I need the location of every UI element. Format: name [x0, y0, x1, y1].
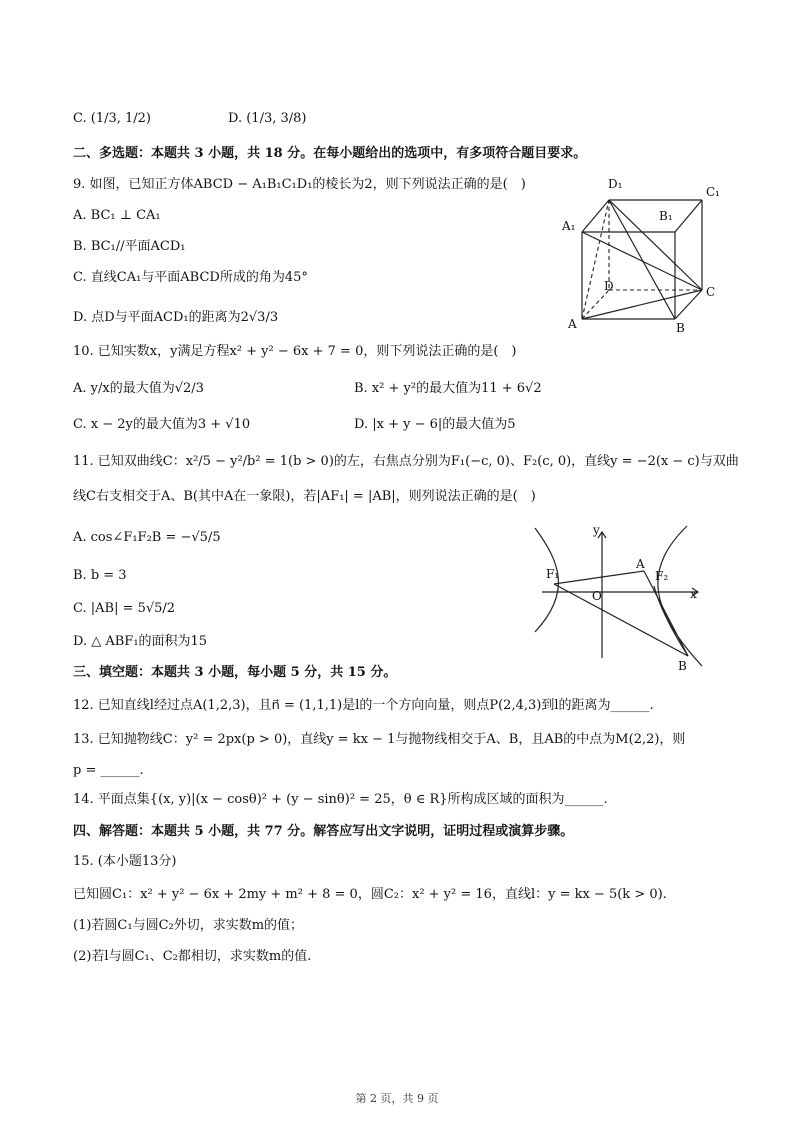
question-10-option-d: D. |x + y − 6|的最大值为5 — [354, 417, 516, 432]
question-11-option-b: B. b = 3 — [73, 568, 127, 583]
cube-figure — [560, 172, 730, 338]
question-11-stem-cont: 线C右支相交于A、B(其中A在一象限)，若|AF₁| = |AB|，则列说法正确的是( ) — [73, 489, 536, 504]
question-15-part-1: (1)若圆C₁与圆C₂外切，求实数m的值； — [73, 918, 304, 933]
hidden-edge — [582, 290, 609, 319]
question-11-option-c: C. |AB| = 5√5/2 — [73, 601, 176, 616]
page-footer: 第 2 页，共 9 页 — [355, 1092, 439, 1105]
question-15-part-2: (2)若l与圆C₁、C₂都相切，求实数m的值. — [73, 949, 312, 964]
question-13-cont: p = ______. — [73, 763, 144, 778]
cube-edge — [675, 200, 702, 232]
question-15-title: 15. (本小题13分) — [73, 854, 177, 869]
cube-label-c: C — [706, 285, 716, 299]
cube-label-b1: B₁ — [659, 209, 673, 223]
question-10-option-a: A. y/x的最大值为√2/3 — [73, 381, 204, 396]
question-9-option-b: B. BC₁//平面ACD₁ — [73, 239, 186, 254]
question-12: 12. 已知直线l经过点A(1,2,3)，且n⃗ = (1,1,1)是l的一个方向向量，则点P(2,4,3)到l的距离为______. — [73, 698, 654, 713]
section-heading-fill-in: 三、填空题：本题共 3 小题，每小题 5 分，共 15 分。 — [73, 665, 397, 680]
hyperbola-label-o: O — [592, 589, 602, 603]
cube-edge — [675, 290, 702, 319]
cube-label-c1: C₁ — [706, 185, 720, 199]
question-9-stem: 9. 如图，已知正方体ABCD − A₁B₁C₁D₁的棱长为2，则下列说法正确的是( ) — [73, 177, 526, 192]
hyperbola-label-b: B — [678, 659, 687, 672]
question-9-option-a: A. BC₁ ⊥ CA₁ — [73, 208, 161, 223]
hyperbola-label-f1: F₁ — [546, 567, 560, 581]
cube-label-d1: D₁ — [608, 177, 623, 191]
hyperbola-label-y: y — [593, 523, 600, 537]
cube-label-a1: A₁ — [562, 219, 576, 233]
section-heading-solutions: 四、解答题：本题共 5 小题，共 77 分。解答应写出文字说明，证明过程或演算步骤。 — [73, 824, 574, 839]
hyperbola-label-f2: F₂ — [655, 569, 669, 583]
segment-a-b — [644, 571, 688, 656]
question-10-option-c: C. x − 2y的最大值为3 + √10 — [73, 417, 251, 432]
question-15-stem: 已知圆C₁：x² + y² − 6x + 2my + m² + 8 = 0，圆C₂：x² + y² = 16，直线l：y = kx − 5(k > 0). — [73, 887, 667, 902]
section-heading-multiple-choice: 二、多选题：本题共 3 小题，共 18 分。在每小题给出的选项中，有多项符合题目要求。 — [73, 146, 587, 161]
question-14: 14. 平面点集{(x, y)|(x − cosθ)² + (y − sinθ)² = 25，θ ∈ R}所构成区域的面积为______. — [73, 792, 608, 807]
question-11-option-d: D. △ ABF₁的面积为15 — [73, 634, 208, 649]
question-10-option-b: B. x² + y²的最大值为11 + 6√2 — [354, 381, 542, 396]
hyperbola-label-a: A — [636, 557, 645, 571]
hyperbola-figure — [530, 520, 720, 672]
question-10-stem: 10. 已知实数x，y满足方程x² + y² − 6x + 7 = 0，则下列说法正确的是( ) — [73, 344, 517, 359]
question-13: 13. 已知抛物线C：y² = 2px(p > 0)，直线y = kx − 1与抛物线相交于A、B，且AB的中点为M(2,2)，则 — [73, 732, 686, 747]
option-d-q8: D. (1/3, 3/8) — [228, 111, 307, 126]
diagonal-d1c — [609, 200, 702, 290]
question-11-stem: 11. 已知双曲线C：x²/5 − y²/b² = 1(b > 0)的左，右焦点分别为F₁(−c, 0)、F₂(c, 0)，直线y = −2(x − c)与双曲 — [73, 454, 739, 469]
cube-label-a: A — [568, 317, 577, 331]
question-11-option-a: A. cos∠F₁F₂B = −√5/5 — [73, 530, 221, 545]
option-c-q8: C. (1/3, 1/2) — [73, 111, 151, 126]
hidden-diagonal-ad1 — [582, 200, 609, 319]
segment-f1-a — [554, 571, 644, 584]
diagonal-ac — [582, 290, 702, 319]
cube-label-d: D — [604, 279, 614, 293]
question-9-option-d: D. 点D与平面ACD₁的距离为2√3/3 — [73, 310, 279, 325]
cube-label-b: B — [676, 321, 685, 335]
question-9-option-c: C. 直线CA₁与平面ABCD所成的角为45° — [73, 270, 308, 285]
hyperbola-label-x: x — [690, 587, 697, 601]
